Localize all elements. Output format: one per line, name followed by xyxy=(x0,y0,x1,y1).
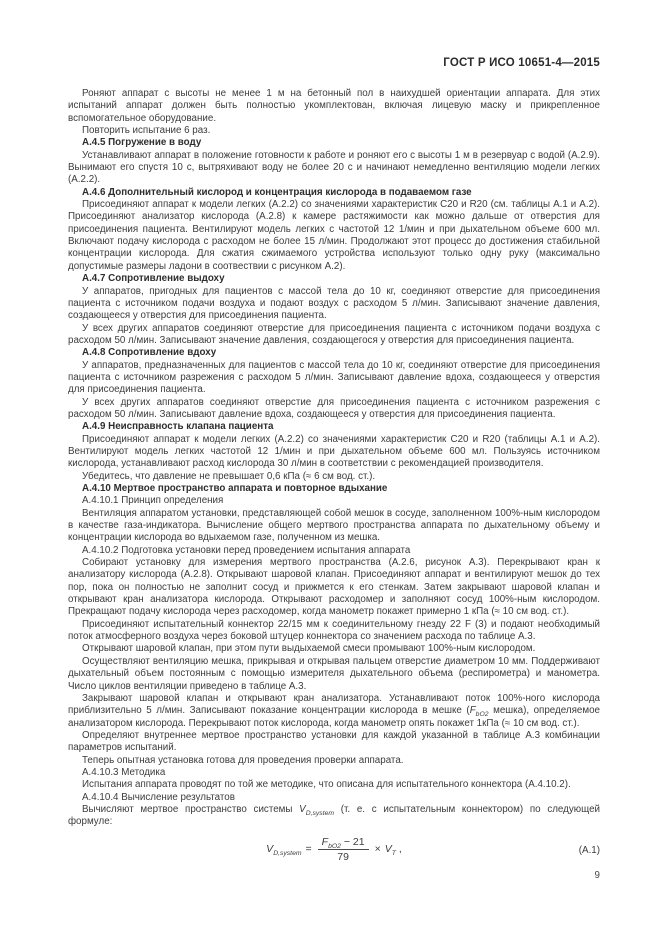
paragraph-water-immersion: Устанавливают аппарат в положение готовности к работе и роняют его с высоты 1 м в резервуар с водой (А.2.9). Вынимают его спустя 10 с, вытряхивают воду не более 20 с и начинают немедленно вентиляцию модели легких (А.2.2). xyxy=(68,149,600,186)
text-run: Закрывают шаровой клапан и открывают кран анализатора. Устанавливают поток 100%-ного кислорода приблизительно 5 л/мин. Записывают показание концентрации кислорода в мешке ( xyxy=(68,692,600,717)
paragraph-internal-dead-space: Определяют внутреннее мертвое пространство установки для каждой указанной в таблице А.3 комбинации параметров испытаний. xyxy=(68,729,600,754)
document-body xyxy=(68,88,600,882)
section-heading-a4-9: А.4.9 Неисправность клапана пациента xyxy=(82,421,274,433)
math-subscript-dsystem: D,system xyxy=(305,809,335,817)
fraction-denominator: 79 xyxy=(337,850,349,863)
paragraph-principle: Вентиляция аппаратом установки, представляющей собой мешок в сосуде, заполненном 100%-ным кислородом в качестве газа-индикатора. Вычисление общего мертвого пространства аппарата по дыхательному объему и концентрации кислорода во вдыхаемом газе, полученном из мешка. xyxy=(68,507,600,544)
math-variable-f: F xyxy=(469,705,476,717)
paragraph-formula-intro xyxy=(68,804,600,829)
math-subscript-dsystem: D,system xyxy=(273,850,302,858)
standard-designation-header: ГОСТ Р ИСО 10651-4—2015 xyxy=(443,57,600,69)
section-heading-a4-6: А.4.6 Дополнительный кислород и концентрация кислорода в подаваемом газе xyxy=(82,186,472,198)
paragraph-valve-failure: Присоединяют аппарат к модели легких (А.2.2) со значениями характеристик C20 и R20 (таблицы А.1 и А.2). Вентилируют модель легких частотой 12 1/мин и при дыхательном объеме 600 мл. Пользуясь источником кислорода, устанавливают расход кислорода 30 л/мин в соответствии с рекомендацией производителя. xyxy=(68,433,600,470)
paragraph-expiratory-resistance-small: У аппаратов, пригодных для пациентов с массой тела до 10 кг, соединяют отверстие для присоединения пациента с источником подачи воздуха и подают воздух с расходом 5 л/мин. Записывают значение давления, создающееся у отверстия для присоединения пациента. xyxy=(68,285,600,322)
formula-rhs xyxy=(384,842,396,858)
paragraph-inspiratory-resistance-small: У аппаратов, предназначенных для пациентов с массой тела до 10 кг, соединяют отверстие для присоединения пациента с источником разрежения с расходом 5 л/мин. Записывают давление вдоха, создающееся у отверстия для присоединения пациента. xyxy=(68,359,600,396)
equals-sign: = xyxy=(305,842,312,855)
paragraph-oxygen-concentration: Присоединяют аппарат к модели легких (А.2.2) со значениями характеристик C20 и R20 (см. таблицы А.1 и А.2). Присоединяют анализатор кислорода (А.2.8) к камере растяжимости как можно дальше от отверстия для присоединения пациента. Вентилируют модель легких с частотой 12 1/мин и при дыхательном объеме 600 мл. Включают подачу кислорода с расходом не более 15 л/мин. Продолжают этот процесс до достижения стабильной концентрации кислорода. Для сжатия сжимаемого устройства используют только одну руку (максимально допустимые размеры ладони в соотвествии с рисунком А.2). xyxy=(68,199,600,272)
fraction xyxy=(318,836,369,863)
subheading-a4-10-2: А.4.10.2 Подготовка установки перед проведением испытания аппарата xyxy=(82,544,411,556)
paragraph-method: Испытания аппарата проводят по той же методике, что описана для испытательного коннектора (А.4.10.2). xyxy=(82,779,571,791)
paragraph-ball-valve: Открывают шаровой клапан, при этом пути выдыхаемой смеси промывают 100%-ным кислородом. xyxy=(82,643,536,655)
fraction-numerator xyxy=(318,836,369,850)
formula-comma: , xyxy=(398,842,402,855)
subheading-a4-10-4: А.4.10.4 Вычисление результатов xyxy=(82,791,235,803)
text-run: мешка), определяемое анализатором кислорода. Перекрывают поток кислорода, когда манометр опять покажет 1кПа (≈ 10 см вод. ст.). xyxy=(68,705,600,729)
paragraph-test-connector: Присоединяют испытательный коннектор 22/15 мм к соединительному гнезду 22 F (3) и подают необходимый поток атмосферного воздуха через боковой штуцер коннектора со значением расхода по таблице А.3. xyxy=(68,618,600,643)
math-subscript-bo2: bO2 xyxy=(328,842,341,850)
page-number: 9 xyxy=(594,869,600,881)
paragraph-expiratory-resistance-other: У всех других аппаратов соединяют отверстие для присоединения пациента с источником подачи воздуха с расходом 50 л/мин. Записывают значение давления, создающегося у отверстия для присоединения пациента. xyxy=(68,322,600,346)
section-heading-a4-5: А.4.5 Погружение в воду xyxy=(82,137,202,149)
multiplication-sign: × xyxy=(374,842,381,855)
paragraph-setup-ready: Теперь опытная установка готова для проведения проверки аппарата. xyxy=(82,754,404,766)
subheading-a4-10-1: А.4.10.1 Принцип определения xyxy=(82,495,224,507)
paragraph-repeat-test: Повторить испытание 6 раз. xyxy=(82,125,211,137)
text-run: Вычисляют мертвое пространство системы xyxy=(82,803,300,815)
paragraph-fbo2-reading xyxy=(68,693,600,730)
math-subscript-t: T xyxy=(391,850,396,858)
section-heading-a4-10: А.4.10 Мертвое пространство аппарата и повторное вдыхание xyxy=(82,483,388,494)
formula-lhs xyxy=(266,842,302,858)
subheading-a4-10-3: А.4.10.3 Методика xyxy=(82,766,166,778)
math-subscript-bo2: bO2 xyxy=(475,711,489,719)
paragraph-bag-ventilation: Осуществляют вентиляцию мешка, прикрывая и открывая пальцем отверстие диаметром 10 мм. Поддерживают дыхательный объем постоянным с помощью измерителя дыхательного объема (респирометра) и манометра. Число циклов вентиляции приведено в таблице А.3. xyxy=(68,655,600,692)
paragraph-inspiratory-resistance-other: У всех других аппаратов соединяют отверстие для присоединения пациента с источником разрежения с расходом 50 л/мин. Записывают давление вдоха, создающееся у отверстия для присоединения пациента. xyxy=(68,396,600,420)
math-variable-v: V xyxy=(299,803,306,815)
math-variable-vt: V xyxy=(384,842,392,855)
text-run: (т. е. с испытательным коннектором) по следующей формуле: xyxy=(68,803,601,828)
section-heading-a4-7: А.4.7 Сопротивление выдоху xyxy=(82,273,225,285)
numerator-tail: − 21 xyxy=(340,835,365,848)
math-variable-f: F xyxy=(321,835,329,848)
section-heading-a4-8: А.4.8 Сопротивление вдоху xyxy=(82,347,217,359)
paragraph-pressure-limit: Убедитесь, что давление не превышает 0,6 кПа (≈ 6 см вод. ст.). xyxy=(82,470,376,482)
paragraph-setup: Собирают установку для измерения мертвого пространства (А.2.6, рисунок А.3). Перекрывают кран к анализатору кислорода (А.2.8). Открывают шаровой клапан. Присоединяют аппарат и вентилируют мешок до тех пор, пока он полностью не заполнит сосуд и прижмется к его стенкам. Затем закрывают шаровой клапан и открывают кран анализатора кислорода. Открывают расходомер и заполняют сосуд 100%-ным кислородом. Прекращают подачу кислорода через расходомер, когда манометр покажет примерно 1 кПа (≈ 10 см вод. ст.). xyxy=(68,557,600,618)
math-variable-v: V xyxy=(266,842,274,855)
formula-expression xyxy=(68,836,600,863)
formula-number: (А.1) xyxy=(578,844,600,856)
formula-a1 xyxy=(68,836,600,866)
paragraph-drop-test: Роняют аппарат с высоты не менее 1 м на бетонный пол в наихудшей ориентации аппарата. Для этих испытаний аппарат должен быть полностью укомплектован, включая лицевую маску и прикрепленное вспомогательное оборудование. xyxy=(68,88,600,124)
